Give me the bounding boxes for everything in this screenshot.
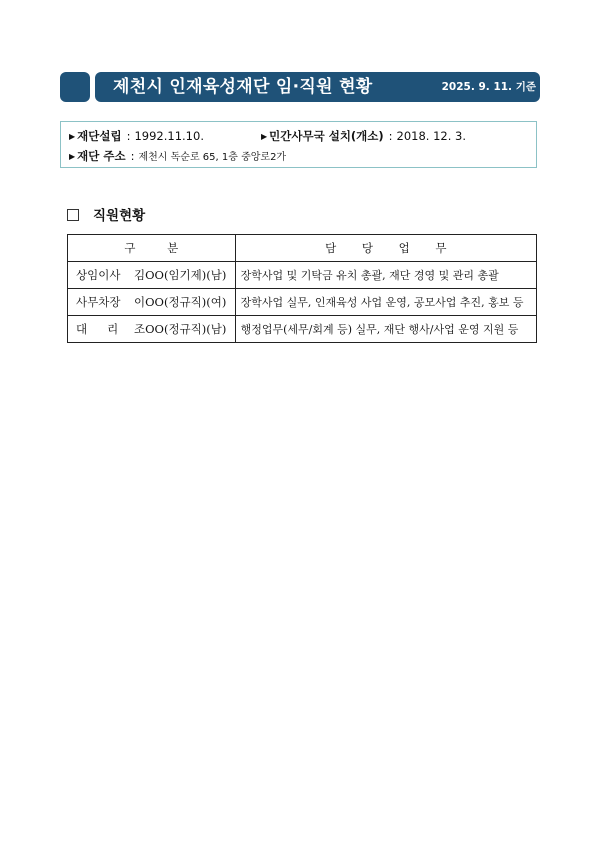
- colon: :: [130, 149, 135, 163]
- staff-position: 상임이사: [76, 268, 121, 282]
- staff-duties: 장학사업 실무, 인재육성 사업 운영, 공모사업 추진, 홍보 등: [235, 289, 536, 316]
- page-title: 제천시 인재육성재단 임·직원 현황: [113, 77, 373, 97]
- table-row: [68, 262, 537, 289]
- staff-name: 이OO(정규직)(여): [134, 295, 227, 309]
- staff-position: 대리: [76, 322, 139, 336]
- info-row-address: [69, 148, 286, 164]
- reference-date: 2025. 9. 11. 기준: [441, 81, 536, 93]
- staff-cell: [68, 262, 236, 289]
- colon: :: [126, 129, 131, 143]
- foundation-info-box: [60, 121, 537, 168]
- section-heading: [67, 204, 145, 224]
- office-item: [261, 128, 466, 144]
- table-row: [68, 316, 537, 343]
- staff-name: 조OO(정규직)(남): [134, 322, 227, 336]
- triangle-bullet-icon: ▶: [69, 152, 76, 161]
- title-bar: [95, 72, 540, 102]
- staff-table: [67, 234, 537, 343]
- established-label: 재단설립: [77, 129, 122, 143]
- staff-duties: 장학사업 및 기탁금 유치 총괄, 재단 경영 및 관리 총괄: [235, 262, 536, 289]
- staff-cell: [68, 316, 236, 343]
- established-item: [69, 128, 204, 144]
- address-label: 재단 주소: [77, 149, 126, 163]
- staff-name: 김OO(임기제)(남): [134, 268, 227, 282]
- office-label: 민간사무국 설치(개소): [269, 129, 384, 143]
- staff-duties: 행정업무(세무/회계 등) 실무, 재단 행사/사업 운영 지원 등: [235, 316, 536, 343]
- colon: :: [388, 129, 393, 143]
- title-marker: [60, 72, 90, 102]
- established-value: 1992.11.10.: [134, 129, 204, 143]
- triangle-bullet-icon: ▶: [261, 132, 268, 141]
- header-duties: 담 당 업 무: [235, 235, 536, 262]
- staff-cell: [68, 289, 236, 316]
- header-category: 구 분: [68, 235, 236, 262]
- table-row: [68, 289, 537, 316]
- table-header-row: [68, 235, 537, 262]
- staff-position: 사무차장: [76, 295, 121, 309]
- info-row-establishment: [69, 128, 467, 144]
- address-item: [69, 148, 286, 164]
- address-value: 제천시 독순로 65, 1층 중앙로2가: [138, 152, 287, 163]
- office-value: 2018. 12. 3.: [396, 129, 467, 143]
- triangle-bullet-icon: ▶: [69, 132, 76, 141]
- section-title: 직원현황: [93, 208, 146, 224]
- checkbox-square-icon: [67, 209, 79, 221]
